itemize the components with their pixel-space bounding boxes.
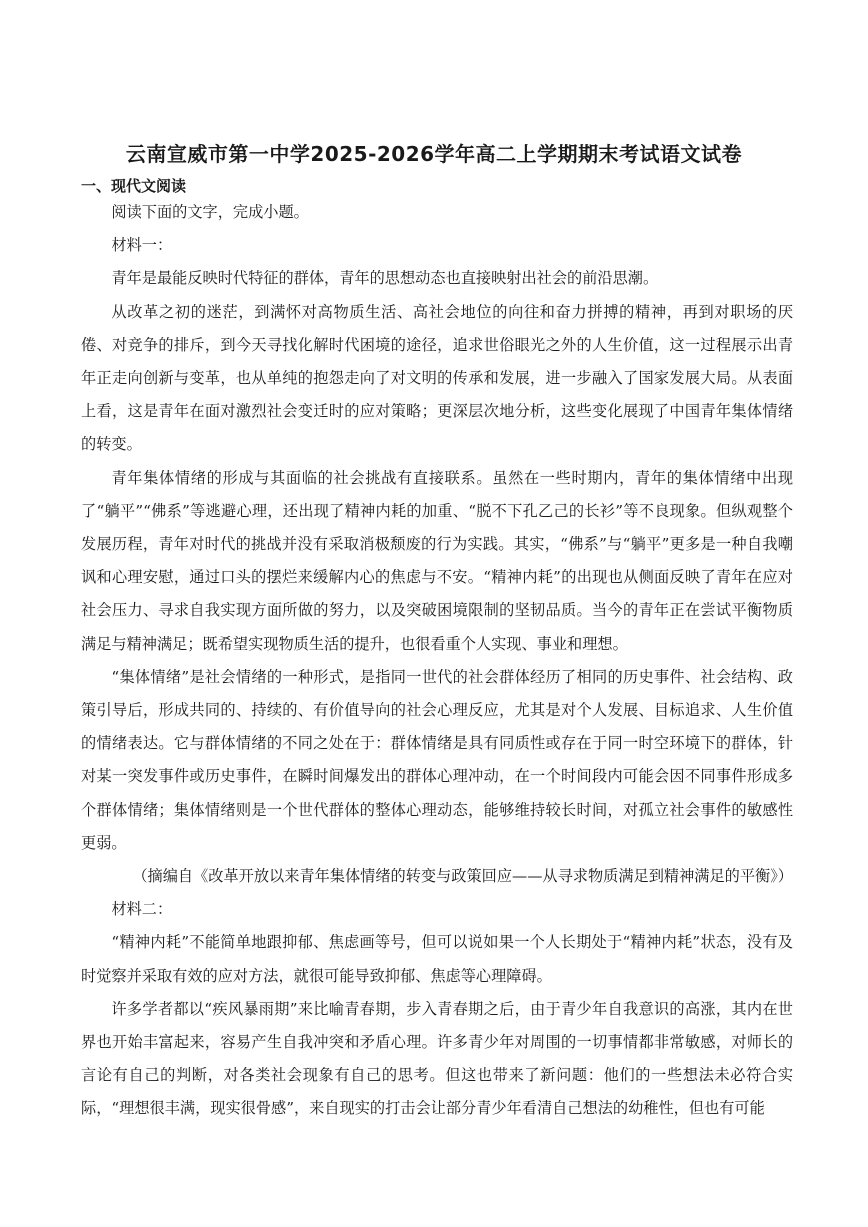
material2-paragraph: “精神内耗”不能简单地跟抑郁、焦虑画等号，但可以说如果一个人长期处于“精神内耗”状态，没有及时觉察并采取有效的应对方法，就很可能导致抑郁、焦虑等心理障碍。 (81, 933, 793, 985)
instruction-text: 阅读下面的文字，完成小题。 (111, 203, 309, 221)
reading-passage (81, 196, 793, 1126)
exam-title: 云南宣威市第一中学2025-2026学年高二上学期期末考试语文试卷 (125, 142, 743, 166)
material1-paragraph: 从改革之初的迷茫，到满怀对高物质生活、高社会地位的向往和奋力拼搏的精神，再到对职场的厌倦、对竞争的排斥，到今天寻找化解时代困境的途径，追求世俗眼光之外的人生价值，这一过程展示出青年正走向创新与变革，也从单纯的抱怨走向了对文明的传承和发展，进一步融入了国家发展大局。从表面上看，这是青年在面对激烈社会变迁时的应对策略；更深层次地分析，这些变化展现了中国青年集体情绪的转变。 (81, 302, 793, 454)
material1-paragraph: “集体情绪”是社会情绪的一种形式，是指同一世代的社会群体经历了相同的历史事件、社会结构、政策引导后，形成共同的、持续的、有价值导向的社会心理反应，尤其是对个人发展、目标追求、人生价值的情绪表达。它与群体情绪的不同之处在于：群体情绪是具有同质性或存在于同一时空环境下的群体，针对某一突发事件或历史事件，在瞬时间爆发出的群体心理冲动，在一个时间段内可能会因不同事件形成多个群体情绪；集体情绪则是一个世代群体的整体心理动态，能够维持较长时间，对孤立社会事件的敏感性更弱。 (81, 667, 793, 852)
material2-label: 材料二： (111, 900, 173, 919)
material2-paragraph: 许多学者都以“疾风暴雨期”来比喻青春期，步入青春期之后，由于青少年自我意识的高涨，其内在世界也开始丰富起来，容易产生自我冲突和矛盾心理。许多青少年对周围的一切事情都非常敏感，对师长的言论有自己的判断，对各类社会现象有自己的思考。但这也带来了新问题：他们的一些想法未必符合实际，“理想很丰满，现实很骨感”，来自现实的打击会让部分青少年看清自己想法的幼稚性，但也有可能 (81, 999, 793, 1118)
material1-paragraph: 青年是最能反映时代特征的群体，青年的思想动态也直接映射出社会的前沿思潮。 (111, 269, 659, 288)
material1-paragraph: 青年集体情绪的形成与其面临的社会挑战有直接联系。虽然在一些时期内，青年的集体情绪中出现了“躺平”“佛系”等逃避心理，还出现了精神内耗的加重、“脱不下孔乙己的长衫”等不良现象。但纵观整个发展历程，青年对时代的挑战并没有采取消极颓废的行为实践。其实，“佛系”与“躺平”更多是一种自我嘲讽和心理安慰，通过口头的摆烂来缓解内心的焦虑与不安。“精神内耗”的出现也从侧面反映了青年在应对社会压力、寻求自我实现方面所做的努力，以及突破困境限制的坚韧品质。当今的青年正在尝试平衡物质满足与精神满足；既希望实现物质生活的提升，也很看重个人实现、事业和理想。 (81, 468, 793, 653)
material1-source: （摘编自《改革开放以来青年集体情绪的转变与政策回应——从寻求物质满足到精神满足的平衡》） (132, 867, 793, 886)
section-heading: 一、现代文阅读 (81, 177, 187, 195)
material1-label: 材料一： (111, 236, 173, 255)
